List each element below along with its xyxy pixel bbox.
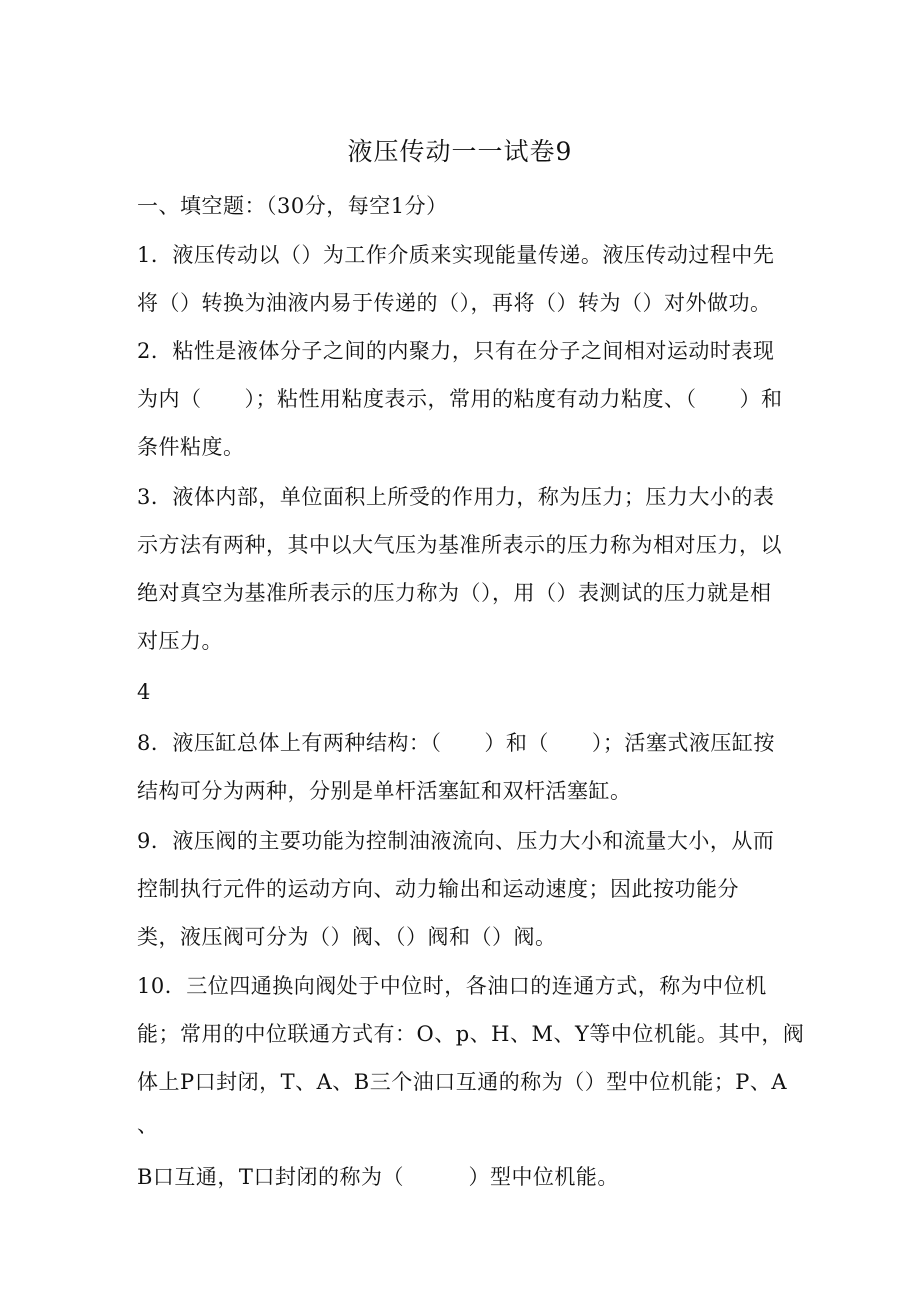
text-line-q9-b: 控制执行元件的运动方向、动力输出和运动速度；因此按功能分 [137,877,739,901]
text-line-q1-a: 1．液压传动以（）为工作介质来实现能量传递。液压传动过程中先 [137,243,775,267]
text-line-q10-a: 10．三位四通换向阀处于中位时，各油口的连通方式，称为中位机 [137,974,767,998]
text-line-q4: 4 [137,680,151,704]
text-line-q2-b: 为内（ ）；粘性用粘度表示，常用的粘度有动力粘度、（ ）和 [137,387,783,411]
text-line-q3-a: 3．液体内部，单位面积上所受的作用力，称为压力；压力大小的表 [137,485,775,509]
text-line-q3-d: 对压力。 [137,629,223,653]
text-line-q3-b: 示方法有两种，其中以大气压为基准所表示的压力称为相对压力，以 [137,533,782,557]
text-line-q9-a: 9．液压阀的主要功能为控制油液流向、压力大小和流量大小，从而 [137,829,775,853]
text-line-q10-d: 、 [137,1113,159,1137]
text-line-q10-c: 体上P口封闭，T、A、B三个油口互通的称为（）型中位机能；P、A [137,1070,788,1094]
text-line-q1-b: 将（）转换为油液内易于传递的（），再将（）转为（）对外做功。 [137,291,772,315]
text-line-q9-c: 类，液压阀可分为（）阀、（）阀和（）阀。 [137,925,557,949]
section-heading: 一、填空题：（30分，每空1分） [137,194,448,218]
text-line-q8-a: 8．液压缸总体上有两种结构：（ ）和（ ）；活塞式液压缸按 [137,731,775,755]
text-line-q3-c: 绝对真空为基准所表示的压力称为（），用（）表测试的压力就是相 [137,581,772,605]
text-line-q8-b: 结构可分为两种，分别是单杆活塞缸和双杆活塞缸。 [137,779,632,803]
document-title: 液压传动一一试卷9 [347,137,573,166]
text-line-q2-a: 2．粘性是液体分子之间的内聚力，只有在分子之间相对运动时表现 [137,339,775,363]
text-line-q2-c: 条件粘度。 [137,435,245,459]
text-line-q10-b: 能；常用的中位联通方式有：O、p、H、M、Y等中位机能。其中，阀 [137,1022,805,1046]
text-line-q10-e: B口互通，T口封闭的称为（ ）型中位机能。 [137,1165,619,1189]
